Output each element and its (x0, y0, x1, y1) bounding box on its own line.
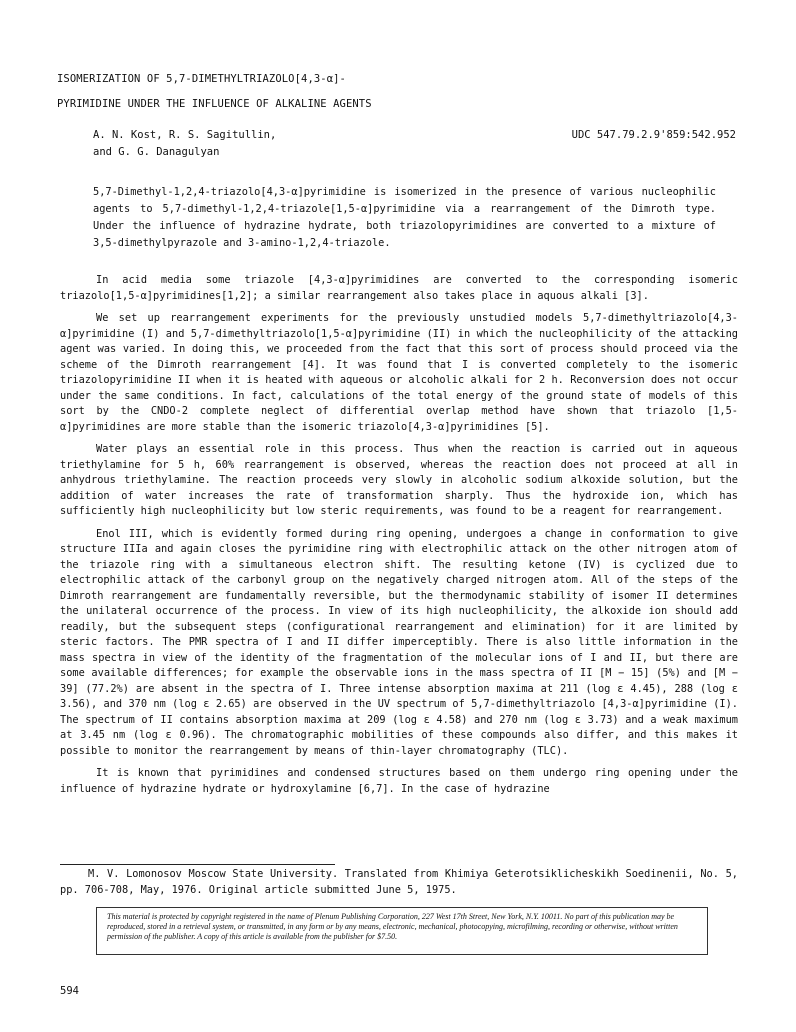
footnote-text: M. V. Lomonosov Moscow State University. Translated from Khimiya Geterotsiklicheskikh Soedinenii, No. 5, pp. 706-708, May, 1976. Original article submitted June 5, 1975. (60, 868, 738, 896)
authors-line-1: A. N. Kost, R. S. Sagitullin, (93, 129, 277, 141)
footnote-divider (60, 864, 335, 865)
article-title-line-1: ISOMERIZATION OF 5,7-DIMETHYLTRIAZOLO[4,3-α]- (57, 73, 346, 85)
footnote (60, 866, 738, 898)
copyright-notice-box (96, 907, 708, 955)
body-paragraph-1: In acid media some triazole [4,3-α]pyrimidines are converted to the corresponding isomeric triazolo[1,5-α]pyrimidines[1,2]; a similar rearrangement also takes place in aquous alkali [3]. (60, 274, 738, 302)
article-body (60, 273, 738, 804)
authors-line-2: and G. G. Danagulyan (93, 146, 220, 158)
body-paragraph-5: It is known that pyrimidines and condensed structures based on them undergo ring opening under the influence of hydrazine hydrate or hydroxylamine [6,7]. In the case of hydrazine (60, 767, 738, 795)
article-title-line-2: PYRIMIDINE UNDER THE INFLUENCE OF ALKALINE AGENTS (57, 98, 372, 110)
abstract: 5,7-Dimethyl-1,2,4-triazolo[4,3-α]pyrimidine is isomerized in the presence of various nucleophilic agents to 5,7-dimethyl-1,2,4-triazole[1,5-α]pyrimidine via a rearrangement of the Dimroth type. Under the influence of hydrazine hydrate, both triazolopyrimidines are converted to a mixture of 3,5-dimethylpyrazole and 3-amino-1,2,4-triazole. (93, 186, 716, 249)
udc-code: UDC 547.79.2.9'859:542.952 (571, 129, 736, 141)
body-paragraph-3: Water plays an essential role in this process. Thus when the reaction is carried out in aqueous triethylamine for 5 h, 60% rearrangement is observed, whereas the reaction does not proceed at all in anhydrous triethylamine. The reaction proceeds very slowly in alcoholic sodium alkoxide solution, but the addition of water increases the rate of transformation sharply. Thus the hydroxide ion, which has sufficiently high nucleophilicity but low steric requirements, was found to be a reagent for rearrangement. (60, 443, 738, 517)
copyright-notice-text: This material is protected by copyright registered in the name of Plenum Publishing Corporation, 227 West 17th Street, New York, N.Y. 10011. No part of this publication may be reproduced, stored in a retrieval system, or transmitted, in any form or by any means, electronic, mechanical, photocopying, microfilming, recording or otherwise, without written permission of the publisher. A copy of this article is available from the publisher for $7.50. (107, 912, 678, 941)
body-paragraph-2: We set up rearrangement experiments for the previously unstudied models 5,7-dimethyltriazolo[4,3-α]pyrimidine (I) and 5,7-dimethyltriazolo[1,5-α]pyrimidine (II) in which the nucleophilicity of the attacking agent was varied. In doing this, we proceeded from the fact that this sort of process should proceed via the scheme of the Dimroth rearrangement [4]. It was found that I is converted completely to the isomeric triazolopyrimidine II when it is heated with aqueous or alcoholic alkali for 2 h. Reconversion does not occur under the same conditions. In fact, calculations of the total energy of the ground state of models of this sort by the CNDO-2 complete neglect of differential overlap method have shown that triazolo [1,5-α]pyrimidines are more stable than the isomeric triazolo[4,3-α]pyrimidines [5]. (60, 312, 738, 433)
page-number: 594 (60, 985, 79, 997)
body-paragraph-4: Enol III, which is evidently formed during ring opening, undergoes a change in conformation to give structure IIIa and again closes the pyrimidine ring with electrophilic attack on the other nitrogen atom of the triazole ring with a simultaneous electron shift. The resulting ketone (IV) is cyclized due to electrophilic attack of the carbonyl group on the negatively charged nitrogen atom. All of the steps of the Dimroth rearrangement are fundamentally reversible, but the thermodynamic stability of isomer II determines the unilateral occurrence of the process. In view of its high nucleophilicity, the alkoxide ion should add readily, but the subsequent steps (configurational rearrangement and elimination) for it are limited by steric factors. The PMR spectra of I and II differ imperceptibly. There is also little information in the mass spectra in view of the identity of the fragmentation of the molecular ions of I and II, but there are some available differences; for example the observable ions in the mass spectra of II [M − 15] (5%) and [M − 39] (77.2%) are absent in the spectra of I. Three intense absorption maxima at 211 (log ε 4.45), 288 (log ε 3.56), and 370 nm (log ε 2.65) are observed in the UV spectrum of 5,7-dimethyltriazolo [4,3-α]pyrimidine (I). The spectrum of II contains absorption maxima at 209 (log ε 4.58) and 270 nm (log ε 3.73) and a weak maximum at 3.45 nm (log ε 0.96). The chromatographic mobilities of these compounds also differ, and this makes it possible to monitor the rearrangement by means of thin-layer chromatography (TLC). (60, 527, 738, 757)
